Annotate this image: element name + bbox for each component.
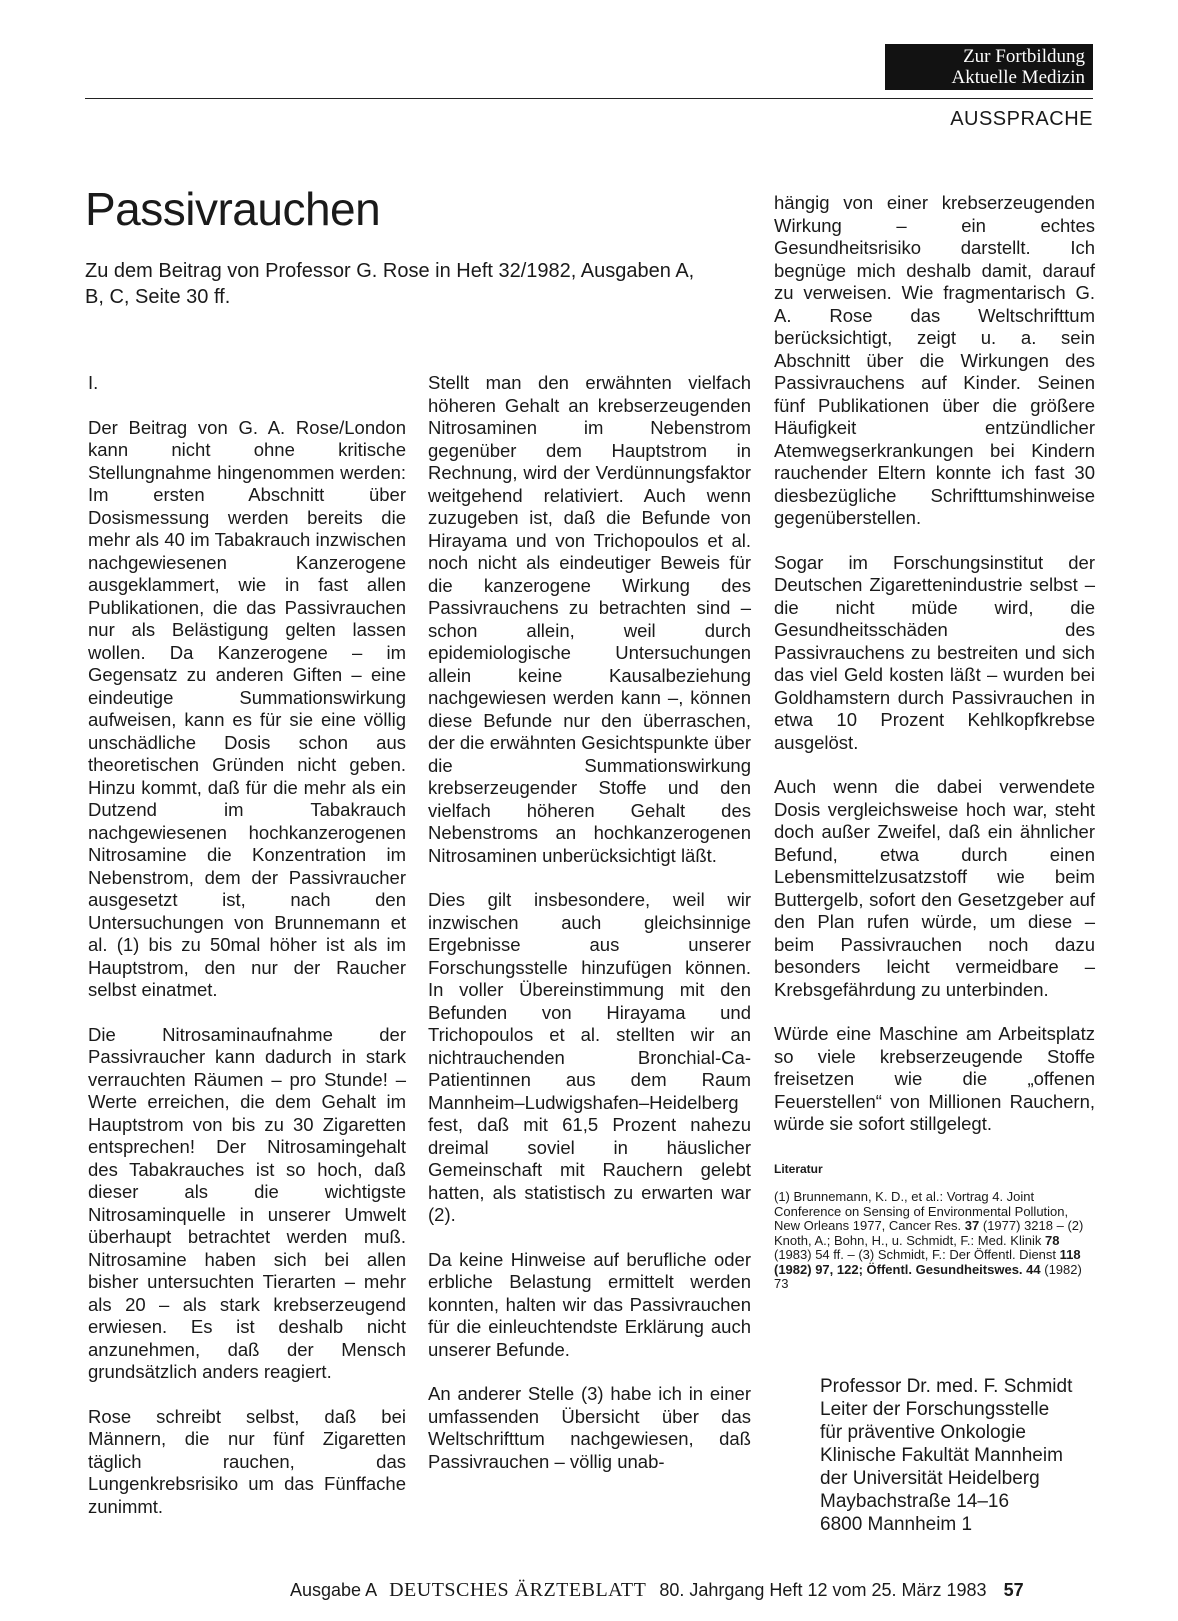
author-affiliation: Leiter der Forschungsstelle — [820, 1399, 1050, 1420]
text-column-3 — [774, 192, 1095, 1292]
reference-volume: 78 — [1044, 1232, 1060, 1248]
reference-volume: 118 (1982) 97, 122; Öffentl. Gesundheitswes. 44 — [774, 1247, 1081, 1277]
author-affiliation: für präventive Onkologie — [820, 1422, 1026, 1443]
section-number: I. — [88, 372, 99, 393]
footer-journal: DEUTSCHES ÄRZTEBLATT — [389, 1579, 647, 1601]
reference-text: (1) Brunnemann, K. D., et al.: Vortrag 4. Joint Conference on Sensing of Environmental Pollution, New Orleans 1977, Cancer Res. — [774, 1189, 1069, 1233]
footer-edition: Ausgabe A — [290, 1580, 377, 1600]
paragraph: Stellt man den erwähnten vielfach höheren Gehalt an krebserzeugenden Nitrosaminen im Nebenstrom gegenüber dem Hauptstrom in Rechnung, wird der Verdünnungsfaktor weitgehend relativiert. Auch wenn zuzugeben ist, daß die Befunde von Hirayama und von Trichopoulos et al. noch nicht als eindeutiger Beweis für die kanzerogene Wirkung des Passivrauchens zu betrachten sind – schon allein, weil durch epidemiologische Untersuchungen allein keine Kausalbeziehung nachgewiesen werden kann –, können diese Befunde nur den überraschen, der die erwähnten Gesichtspunkte über die Summationswirkung krebserzeugender Stoffe und den vielfach höheren Gehalt des Nebenstroms an hochkanzerogenen Nitrosaminen unberücksichtigt läßt. — [428, 372, 751, 866]
paragraph: Sogar im Forschungsinstitut der Deutschen Zigarettenindustrie selbst – die nicht müde wird, die Gesundheitsschäden des Passivrauchens zu bestreiten und sich das viel Geld kosten läßt – wurden bei Goldhamstern durch Passivrauchen in etwa 10 Prozent Kehlkopfkrebse ausgelöst. — [774, 551, 1095, 753]
literature-references — [774, 1190, 1095, 1292]
paragraph: An anderer Stelle (3) habe ich in einer umfassenden Übersicht über das Weltschrifttum nachgewiesen, daß Passivrauchen – völlig unab- — [428, 1383, 751, 1472]
paragraph: Die Nitrosaminaufnahme der Passivraucher kann dadurch in stark verrauchten Räumen – pro Stunde! – Werte erreichen, die dem Gehalt im Hauptstrom von bis zu 30 Zigaretten entsprechen! Der Nitrosamingehalt des Tabakrauches ist so hoch, daß dieser als die wichtigste Nitrosaminquelle in unserer Umwelt überhaupt betrachtet werden muß. Nitrosamine haben sich bei allen bisher untersuchten Tierarten – mehr als 20 – als stark krebserzeugend erwiesen. Es ist deshalb nicht anzunehmen, daß der Mensch grundsätzlich anders reagiert. — [88, 1023, 406, 1382]
paragraph: Rose schreibt selbst, daß bei Männern, die nur fünf Zigaretten täglich rauchen, das Lungenkrebsrisiko um das Fünffache zunimmt. — [88, 1405, 406, 1517]
badge-line-1: Zur Fortbildung — [963, 46, 1085, 67]
article-title: Passivrauchen — [85, 183, 381, 235]
paragraph: hängig von einer krebserzeugenden Wirkung – ein echtes Gesundheitsrisiko darstellt. Ich begnüge mich deshalb damit, darauf zu verweisen. Wie fragmentarisch G. A. Rose das Weltschrifttum berücksichtigt, zeigt u. a. sein Abschnitt über die Wirkungen des Passivrauchens auf Kinder. Seinen fünf Publikationen über die größere Häufigkeit entzündlicher Atemwegserkrankungen bei Kindern rauchender Eltern konnte ich fast 30 diesbezügliche Schrifttumshinweise gegenüberstellen. — [774, 192, 1095, 528]
reference-text: (1983) 54 ff. – (3) Schmidt, F.: Der Öffentl. Dienst — [774, 1247, 1057, 1262]
section-label: AUSSPRACHE — [950, 108, 1093, 130]
author-name: Professor Dr. med. F. Schmidt — [820, 1376, 1073, 1397]
author-affiliation: Klinische Fakultät Mannheim — [820, 1445, 1063, 1466]
text-column-2 — [428, 372, 751, 1495]
text-column-1 — [88, 372, 406, 1540]
paragraph: Da keine Hinweise auf berufliche oder erbliche Belastung ermittelt werden konnten, halten wir das Passivrauchen für die einleuchtendste Erklärung auch unserer Befunde. — [428, 1248, 751, 1360]
reference-volume: 37 — [964, 1218, 980, 1233]
literature-heading: Literatur — [774, 1161, 823, 1176]
page-number: 57 — [1003, 1580, 1024, 1600]
reference-text: (1977) 3218 – (2) Knoth, A.; Bohn, H., u. Schmidt, F.: Med. Klinik — [774, 1218, 1084, 1248]
author-address: Maybachstraße 14–16 — [820, 1491, 1010, 1512]
reference-text: (1982) 73 — [774, 1261, 1082, 1291]
footer-issue: 80. Jahrgang Heft 12 vom 25. März 1983 — [659, 1580, 987, 1600]
section-badge — [885, 44, 1093, 90]
author-address: 6800 Mannheim 1 — [820, 1514, 973, 1535]
header-rule — [85, 98, 1093, 99]
page-footer — [290, 1579, 1024, 1602]
author-affiliation: der Universität Heidelberg — [820, 1468, 1040, 1489]
article-subtitle: Zu dem Beitrag von Professor G. Rose in Heft 32/1982, Ausgaben A, B, C, Seite 30 ff. — [85, 260, 695, 308]
paragraph: Würde eine Maschine am Arbeitsplatz so viele krebserzeugende Stoffe freisetzen wie die „offenen Feuerstellen“ von Millionen Rauchern, würde sie sofort stillgelegt. — [774, 1023, 1095, 1134]
paragraph: Der Beitrag von G. A. Rose/London kann nicht ohne kritische Stellungnahme hingenommen werden: Im ersten Abschnitt über Dosismessung werden bereits die mehr als 40 im Tabakrauch inzwischen nachgewiesenen Kanzerogene ausgeklammert, wie in fast allen Publikationen, die das Passivrauchen nur als Belästigung gelten lassen wollen. Da Kanzerogene – im Gegensatz zu anderen Giften – eine eindeutige Summationswirkung aufweisen, kann es für sie eine völlig unschädliche Dosis schon aus theoretischen Gründen nicht geben. Hinzu kommt, daß für die mehr als ein Dutzend im Tabakrauch nachgewiesenen hochkanzerogenen Nitrosamine die Konzentration im Nebenstrom, dem der Passivraucher ausgesetzt ist, nach den Untersuchungen von Brunnemann et al. (1) bis zu 50mal höher ist als im Hauptstrom, den nur der Raucher selbst einatmet. — [88, 416, 406, 1000]
paragraph: Auch wenn die dabei verwendete Dosis vergleichsweise hoch war, steht doch außer Zweifel, daß ein ähnlicher Befund, etwa durch einen Lebensmittelzusatzstoff wie beim Buttergelb, sofort den Gesetzgeber auf den Plan rufen würde, um diese – beim Passivrauchen noch dazu besonders leicht vermeidbare – Krebsgefährdung zu unterbinden. — [774, 776, 1095, 1000]
paragraph: Dies gilt insbesondere, weil wir inzwischen auch gleichsinnige Ergebnisse aus unserer Forschungsstelle hinzufügen können. In voller Übereinstimmung mit den Befunden von Hirayama und Trichopoulos et al. stellten wir an nichtrauchenden Bronchial-Ca-Patientinnen aus dem Raum Mannheim–Ludwigshafen–Heidelberg fest, daß mit 61,5 Prozent nahezu dreimal soviel in häuslicher Gemeinschaft mit Rauchern gelebt hatten, als statistisch zu erwarten war (2). — [428, 889, 751, 1225]
badge-line-2: Aktuelle Medizin — [951, 67, 1085, 88]
author-block — [820, 1375, 1072, 1536]
